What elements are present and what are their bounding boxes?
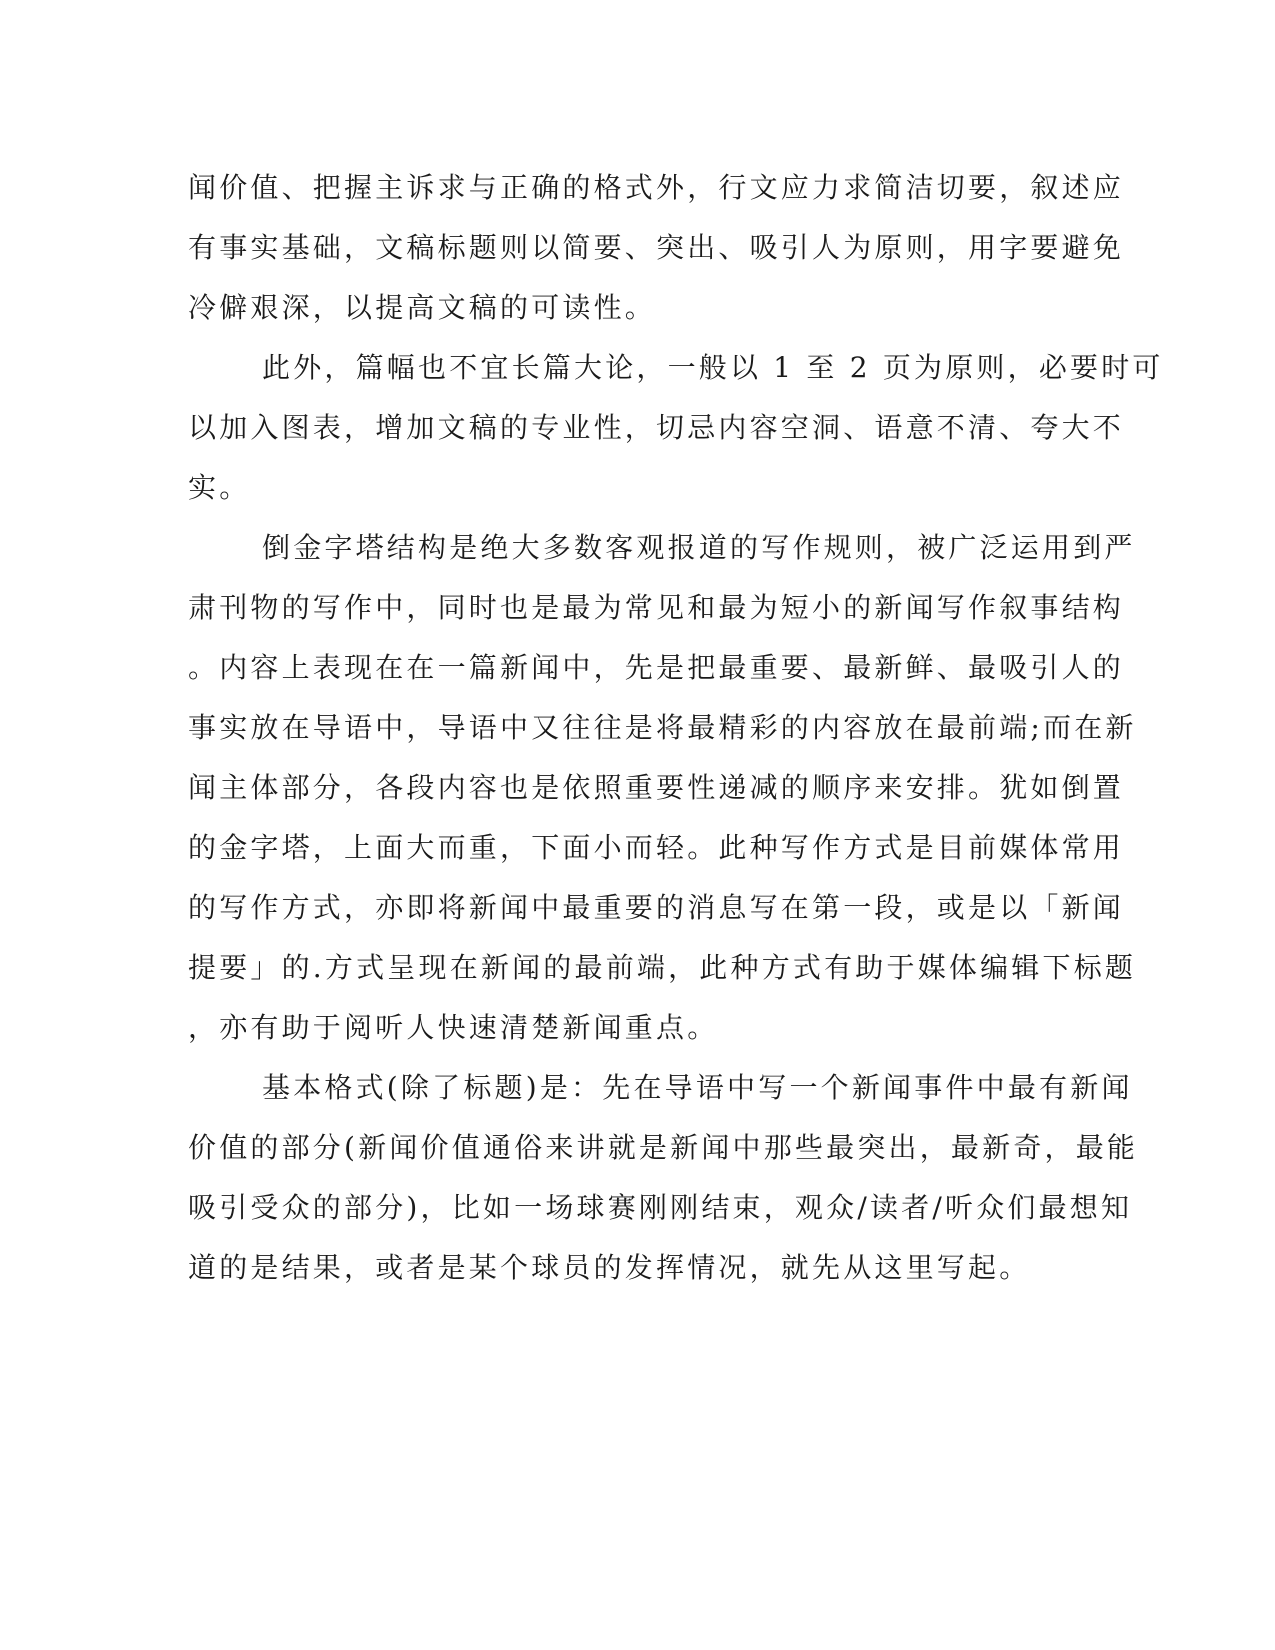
text-line: 的金字塔，上面大而重，下面小而轻。此种写作方式是目前媒体常用	[188, 831, 1125, 864]
document-body	[188, 158, 1164, 1298]
text-line: 闻主体部分，各段内容也是依照重要性递减的顺序来安排。犹如倒置	[188, 771, 1125, 804]
text-line: 基本格式(除了标题)是：先在导语中写一个新闻事件中最有新闻	[262, 1071, 1133, 1104]
text-line: 道的是结果，或者是某个球员的发挥情况，就先从这里写起。	[188, 1251, 1031, 1284]
paragraph-4	[188, 1058, 1139, 1298]
text-line: 价值的部分(新闻价值通俗来讲就是新闻中那些最突出，最新奇，最能	[188, 1131, 1139, 1164]
text-line: 的写作方式，亦即将新闻中最重要的消息写在第一段，或是以「新闻	[188, 891, 1125, 924]
text-line: 吸引受众的部分)，比如一场球赛刚刚结束，观众/读者/听众们最想知	[188, 1191, 1133, 1224]
paragraph-1	[188, 158, 1125, 338]
text-line: 事实放在导语中，导语中又往往是将最精彩的内容放在最前端;而在新	[188, 711, 1137, 744]
paragraph-2	[188, 338, 1164, 518]
text-line: 闻价值、把握主诉求与正确的格式外，行文应力求简洁切要，叙述应	[188, 171, 1125, 204]
paragraph-3	[188, 518, 1137, 1058]
text-line: ，亦有助于阅听人快速清楚新闻重点。	[188, 1011, 719, 1044]
text-line: 以加入图表，增加文稿的专业性，切忌内容空洞、语意不清、夸大不	[188, 411, 1125, 444]
text-line: 冷僻艰深，以提高文稿的可读性。	[188, 291, 657, 324]
text-line: 。内容上表现在在一篇新闻中，先是把最重要、最新鲜、最吸引人的	[188, 651, 1125, 684]
text-line: 提要」的.方式呈现在新闻的最前端，此种方式有助于媒体编辑下标题	[188, 951, 1137, 984]
text-line: 肃刊物的写作中，同时也是最为常见和最为短小的新闻写作叙事结构	[188, 591, 1125, 624]
text-line: 此外，篇幅也不宜长篇大论，一般以 1 至 2 页为原则，必要时可	[262, 351, 1164, 384]
text-line: 倒金字塔结构是绝大多数客观报道的写作规则，被广泛运用到严	[262, 531, 1136, 564]
text-line: 实。	[188, 471, 251, 504]
text-line: 有事实基础，文稿标题则以简要、突出、吸引人为原则，用字要避免	[188, 231, 1125, 264]
